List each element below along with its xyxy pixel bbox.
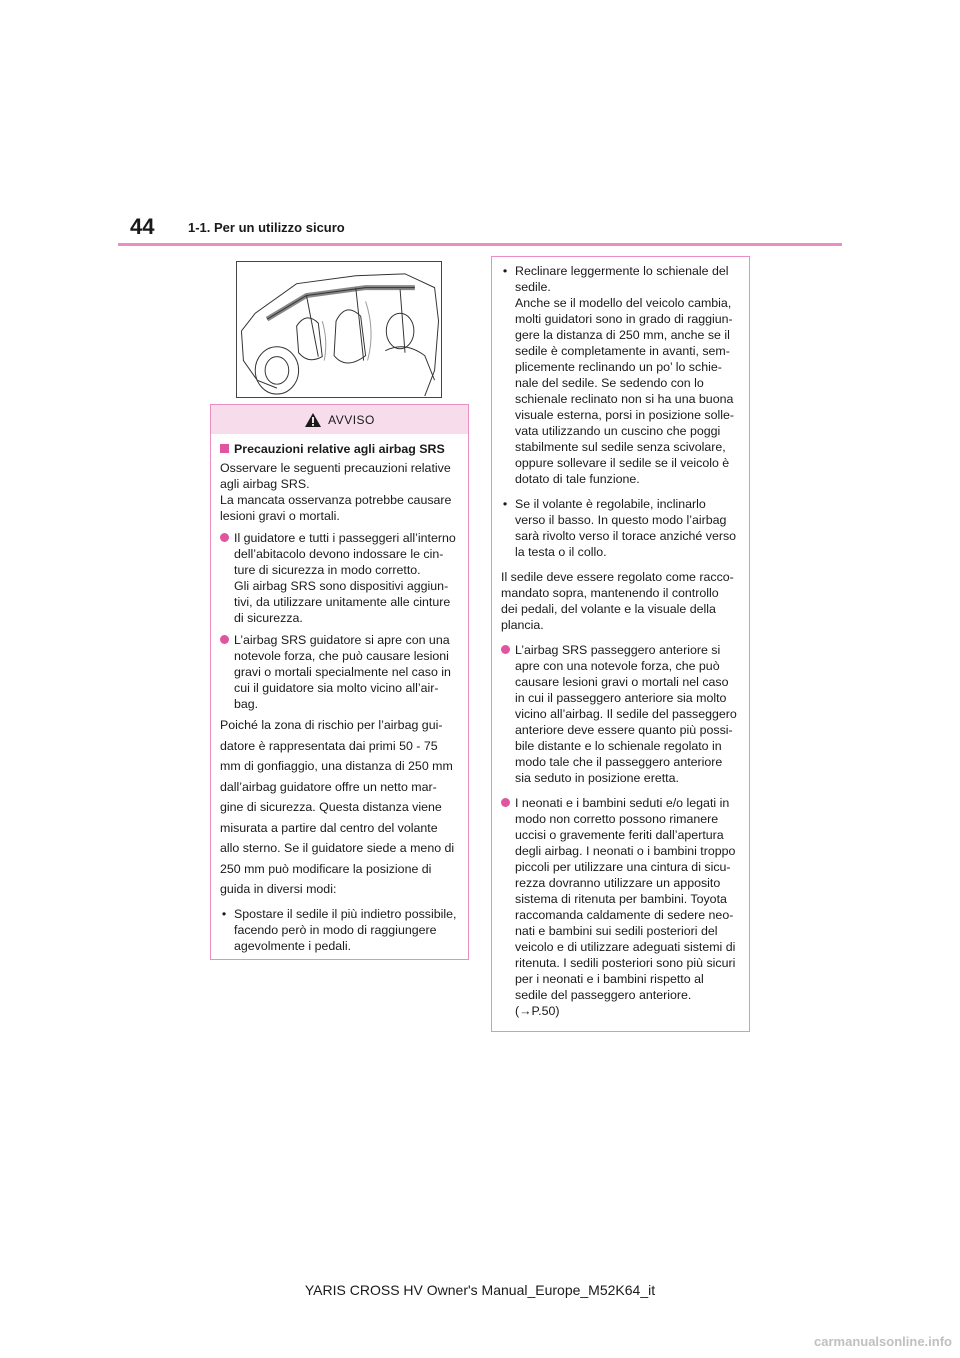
dot-item-seat-back: • Spostare il sedile il più indietro possibile, facendo però in modo di raggiungere agevolmente i pedali. [221,906,457,953]
continued-content [492,257,749,1019]
bullet-driver-airbag: L’airbag SRS guidatore si apre con una notevole forza, che può causare lesioni gravi o mortali specialmente nel caso in cui il guidatore sia molto vicino all’air- bag. [220,632,460,712]
risk-zone-paragraph: Poiché la zona di rischio per l’airbag gui- datore è rappresentata dai primi 50 - 75 mm di gonfiaggio, una distanza di 250 mm dall’airbag guidatore offre un netto mar- gine di sicurezza. Questa distanza viene misurata a partire dal centro del volante allo sterno. Se il guidatore siede a meno di 250 mm può modificare la posizione di guida in diversi modi: [220,718,455,896]
page-number: 44 [130,214,155,239]
warning-content [211,434,468,954]
warning-box [210,404,469,960]
circle-bullet-icon [501,798,510,807]
header-rule [118,243,842,246]
bullet-children: I neonati e i bambini seduti e/o legati in modo non corretto possono rimanere uccisi o gravemente feriti dall’apertura degli airbag. I neonati o i bambini troppo piccoli per utilizzare una cintura di sicu- rezza dovranno utilizzare un apposito sistema di ritenuta per bambini. Toyota raccomanda caldamente di sedere neo- nati e bambini sui sedili posteriori del veicolo e di utilizzare adeguati sistemi di ritenuta. I sedili posteriori sono più sicuri per i neonati e i bambini rispetto al sedile del passeggero anteriore. (→P.50) [501,795,741,1019]
warning-header [211,405,468,434]
dot-bullet-icon: • [221,906,227,921]
seat-adjust-paragraph: Il sedile deve essere regolato come racco- mandato sopra, mantenendo il controllo dei pedali, del volante e la visuale della plancia. [501,570,734,632]
page-reference-link[interactable]: (→P.50) [515,1004,560,1018]
dot-bullet-icon: • [502,264,508,278]
circle-bullet-icon [220,635,229,644]
section-title: 1-1. Per un utilizzo sicuro [188,220,345,235]
circle-bullet-icon [220,533,229,542]
square-bullet-icon [220,444,229,453]
watermark: carmanualsonline.info [814,1334,952,1349]
airbag-illustration [236,261,442,398]
warning-intro: Osservare le seguenti precauzioni relative agli airbag SRS. La mancata osservanza potrebbe causare lesioni gravi o mortali. [220,461,452,523]
dot-bullet-icon: • [502,497,508,511]
dot-item-recline: • Reclinare leggermente lo schienale del sedile. Anche se il modello del veicolo cambia, molti guidatori sono in grado di raggiun- gere la distanza di 250 mm, anche se il sedile è completamente in avanti, sem- plicemente reclinando un po’ lo schie- nale del sedile. Se sedendo con lo schienale reclinato non si ha una buona visuale esterna, porsi in posizione solle- vata utilizzando un cuscino che poggi stabilmente sul sedile senza scivolare, oppure sollevare il sedile se il veicolo è dotato di tale funzione. [502,264,735,486]
warning-box-continued [491,256,750,1032]
dot-item-steering: • Se il volante è regolabile, inclinarlo verso il basso. In questo modo l’airbag sarà rivolto verso il torace anziché verso la testa o il collo. [502,497,737,559]
bullet-passenger-airbag: L’airbag SRS passeggero anteriore si apre con una notevole forza, che può causare lesioni gravi o mortali nel caso in cui il passeggero anteriore sia molto vicino all’airbag. Il sedile del passeggero anteriore deve essere quanto più possi- bile distante e lo schienale regolato in modo tale che il passeggero anteriore sia seduto in posizione eretta. [501,642,741,786]
circle-bullet-icon [501,645,510,654]
bullet-seatbelts: Il guidatore e tutti i passeggeri all’interno dell’abitacolo devono indossare le cin- ture di sicurezza in modo corretto. Gli airbag SRS sono dispositivi aggiun- tivi, da utilizzare unitamente alle cinture di sicurezza. [220,530,460,626]
warning-triangle-icon [304,412,322,428]
warning-heading: Precauzioni relative agli airbag SRS [220,441,460,457]
warning-label: AVVISO [328,412,375,427]
footer-manual-title: YARIS CROSS HV Owner's Manual_Europe_M52K64_it [304,1282,656,1298]
